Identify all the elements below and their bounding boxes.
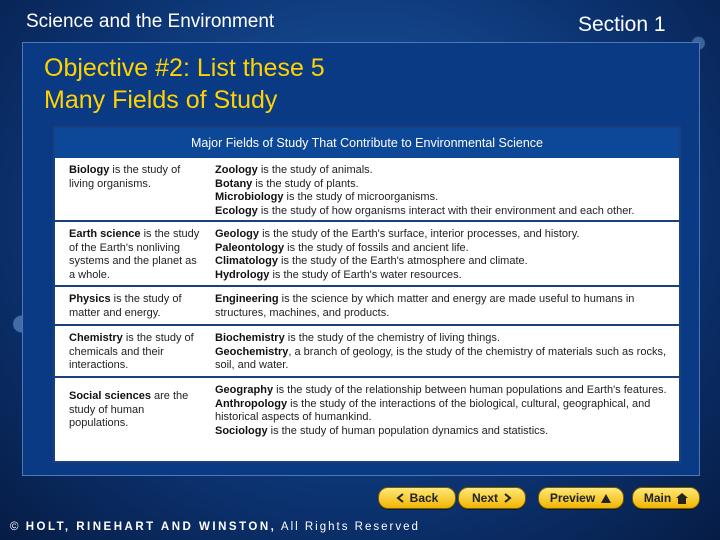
main-button[interactable]: Main [632,487,700,509]
chevron-right-icon [503,493,512,503]
table-row [55,222,679,287]
field-cell: Physics is the study of matter and energy. [69,293,182,319]
subfields-cell: Biochemistry is the study of the chemistry of living things. Geochemistry, a branch of geology, is the study of the chemistry of materials such as rocks, soil, and water. [215,332,667,371]
section-label: Section 1 [578,13,666,36]
chevron-left-icon [396,493,405,503]
home-icon [676,493,688,504]
field-cell: Social sciences are the study of human populations. [69,390,189,429]
fields-of-study-table [53,126,681,463]
objective-line-2: Many Fields of Study [44,86,278,114]
table-body [55,158,679,459]
back-button[interactable]: Back [378,487,456,509]
table-row [55,158,679,222]
preview-icon [600,493,612,504]
next-button[interactable]: Next [458,487,526,509]
preview-button[interactable]: Preview [538,487,624,509]
chapter-title: Science and the Environment [26,11,275,32]
subfields-cell: Geography is the study of the relationship between human populations and Earth's features. Anthropology is the study of the interactions of the biological, cultural, geographical, and historical aspects of humankind. Sociology is the study of human population dynamics and statistics. [215,384,667,437]
table-row [55,378,679,445]
field-cell: Chemistry is the study of chemicals and their interactions. [69,332,194,371]
table-title: Major Fields of Study That Contribute to Environmental Science [55,128,679,158]
subfields-cell: Engineering is the science by which matter and energy are made useful to humans in structures, machines, and products. [215,293,635,319]
table-row [55,287,679,326]
objective-heading [44,52,464,116]
objective-line-1: Objective #2: List these 5 [44,54,325,82]
subfields-cell: Zoology is the study of animals. Botany is the study of plants. Microbiology is the study of microorganisms. Ecology is the study of how organisms interact with their environment and each other. [215,164,635,217]
field-cell: Biology is the study of living organisms. [69,164,181,190]
subfields-cell: Geology is the study of the Earth's surface, interior processes, and history. Paleontology is the study of fossils and ancient life. Climatology is the study of the Earth's atmosphere and climate. Hydrology is the study of Earth's water resources. [215,228,580,281]
table-row [55,326,679,378]
copyright-footer: © HOLT, RINEHART AND WINSTON, All Rights Reserved [10,521,420,533]
field-cell: Earth science is the study of the Earth's nonliving systems and the planet as a whole. [69,228,200,281]
